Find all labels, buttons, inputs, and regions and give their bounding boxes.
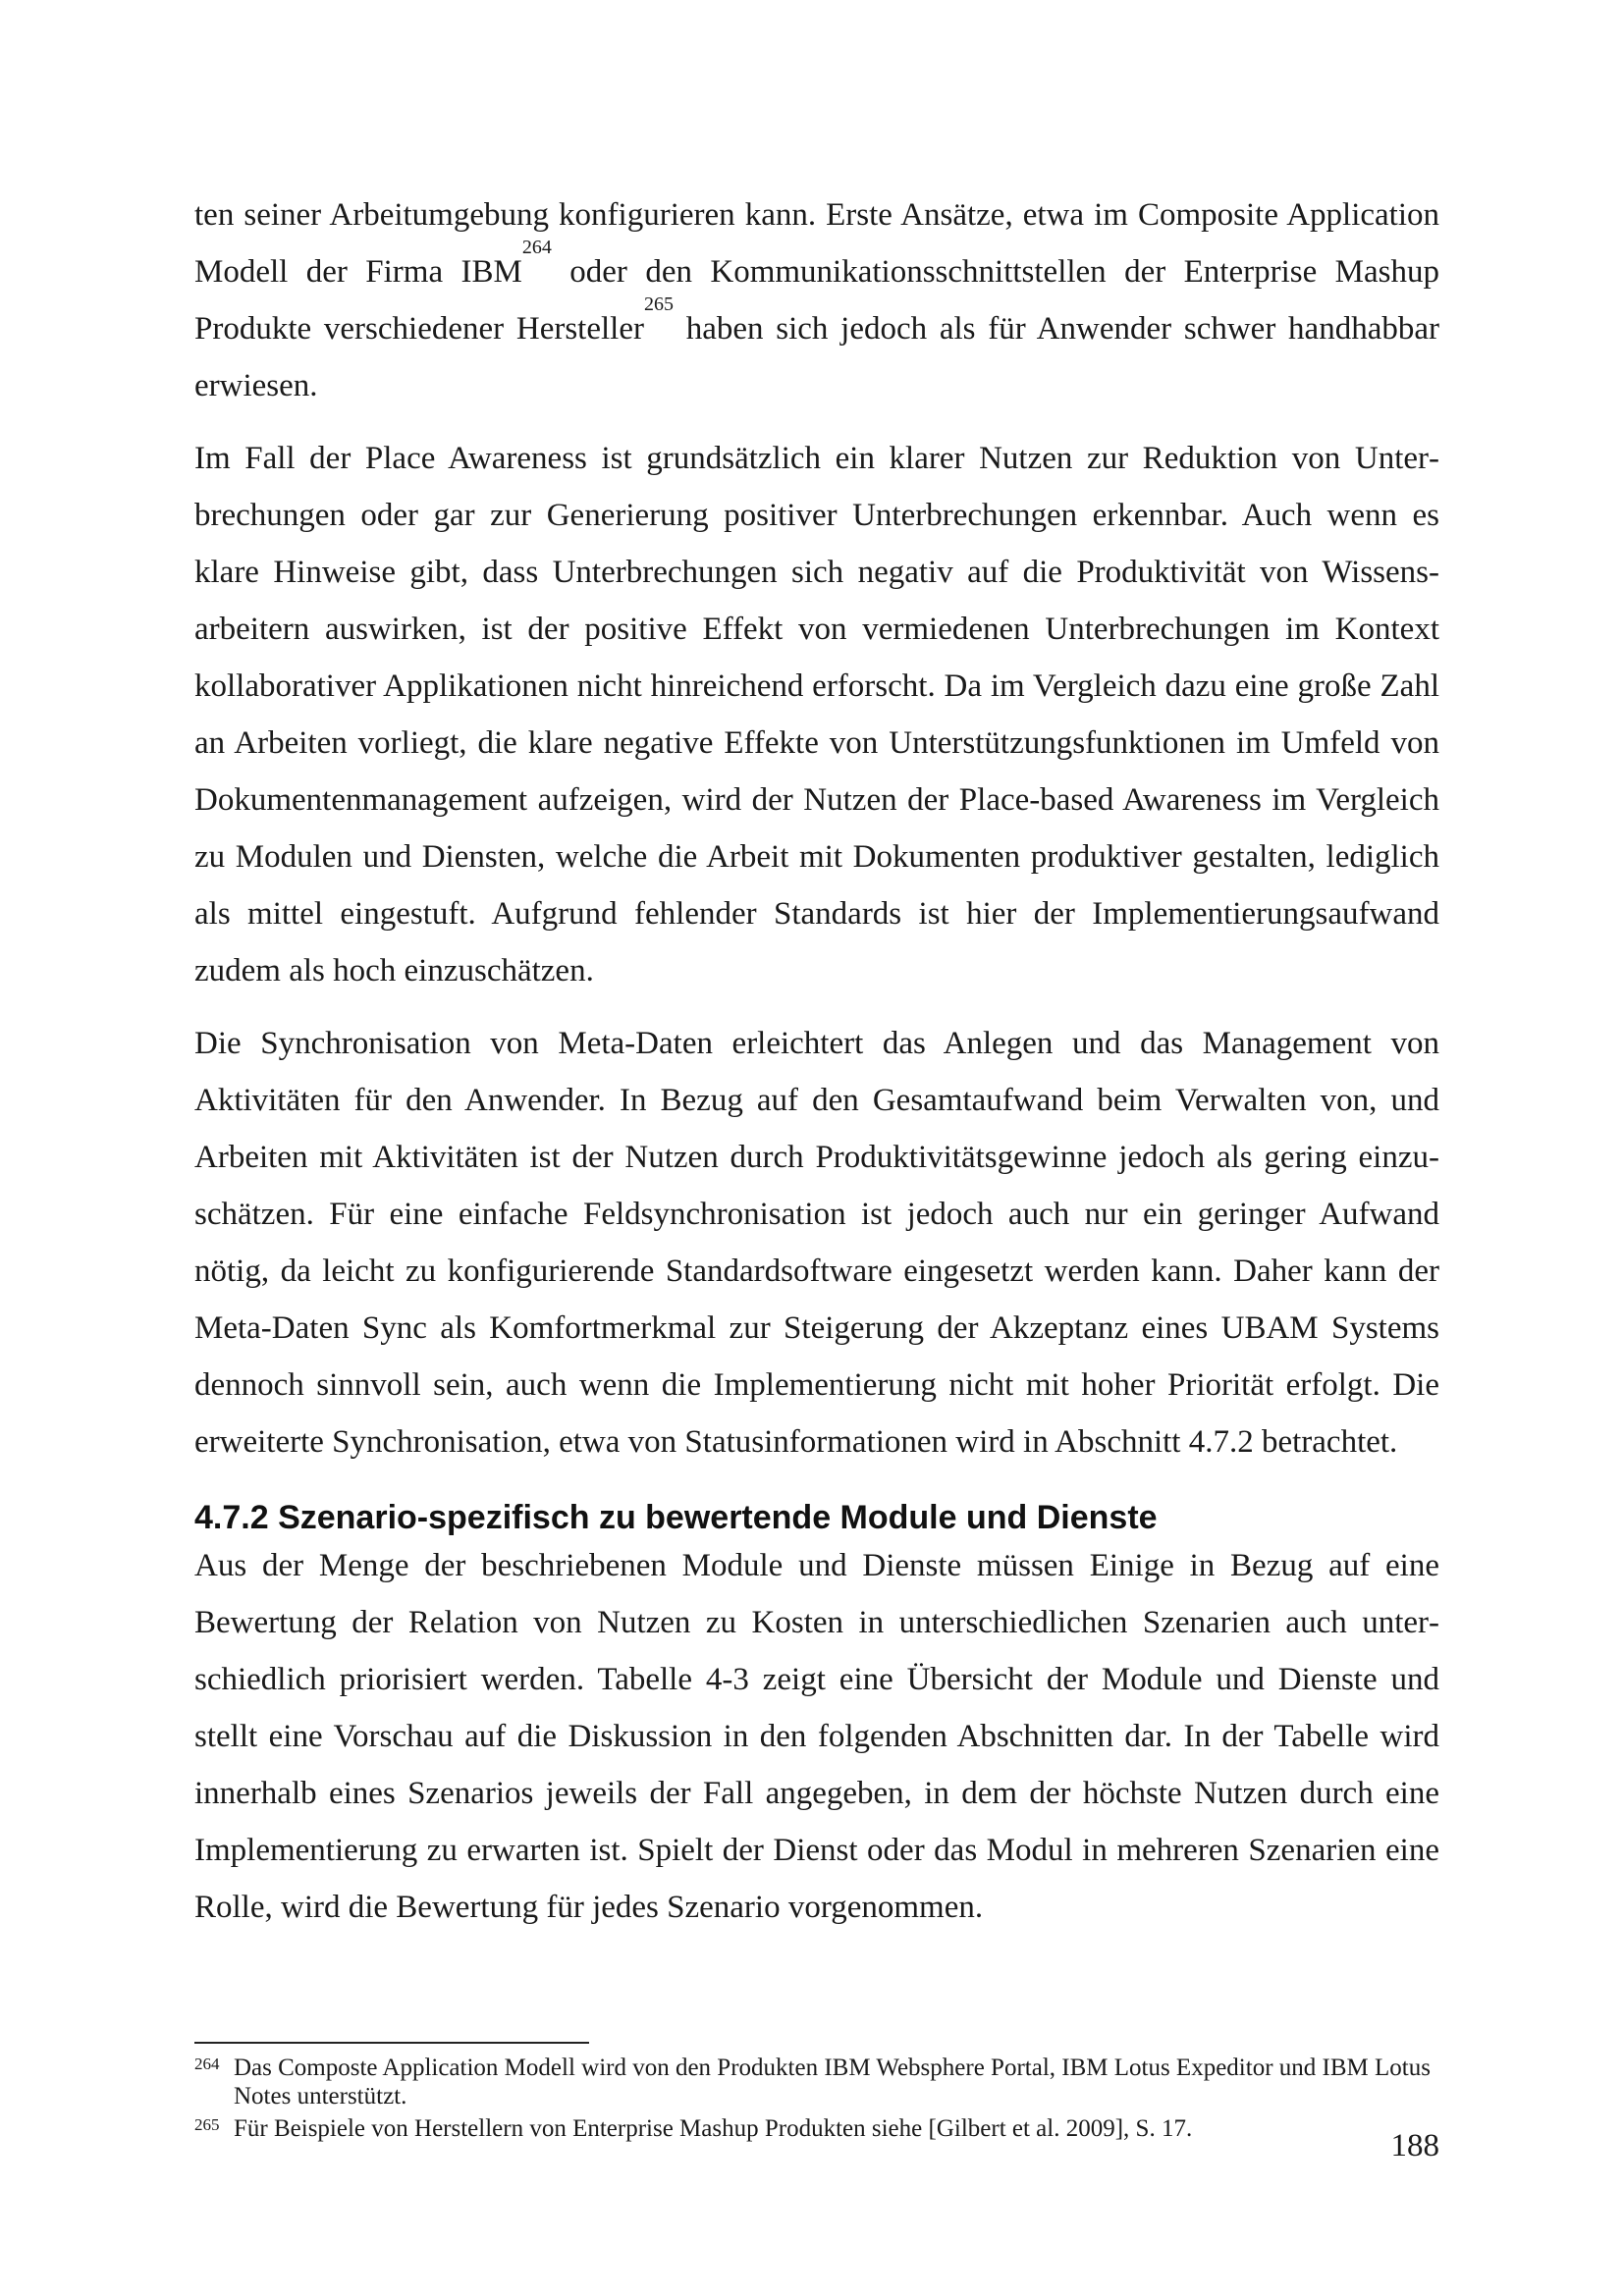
footnote-reference-264[interactable]: 264 <box>521 237 552 258</box>
paragraph-continuation <box>194 187 1439 414</box>
paragraph-text: oder den Kommunikationsschnittstellen der Enterprise Mashup Produkte verschiedener Hersteller <box>194 254 1439 347</box>
footnote-265 <box>194 2114 1439 2143</box>
footnote-reference-265[interactable]: 265 <box>643 294 674 315</box>
footnote-mark: 265 <box>194 2115 220 2134</box>
page-body <box>194 187 1439 1936</box>
footnote-mark: 264 <box>194 2055 220 2073</box>
page-number: 188 <box>1390 2128 1439 2163</box>
section-heading <box>194 1498 1439 1537</box>
footnote-264 <box>194 2054 1439 2110</box>
paragraph-text: haben sich jedoch als für Anwender schwer handhabbar erwiesen. <box>194 311 1439 403</box>
footnotes <box>194 2054 1439 2147</box>
section-number: 4.7.2 <box>194 1499 269 1536</box>
footnote-text: Für Beispiele von Herstellern von Enterprise Mashup Produkten siehe [Gilbert et al. 2009], S. 17. <box>234 2115 1193 2142</box>
paragraph-scenario-modules: Aus der Menge der beschriebenen Module und Dienste müssen Einige in Bezug auf eine Bewertung der Relation von Nutzen zu Kosten in unterschiedlichen Szenarien auch unterschiedlich priorisiert werden. Tabelle 4-3 zeigt eine Übersicht der Module und Dienste und stellt eine Vorschau auf die Diskussion in den folgenden Abschnitten dar. In der Tabelle wird innerhalb eines Szenarios jeweils der Fall angegeben, in dem der höchste Nutzen durch eine Implementierung zu erwarten ist. Spielt der Dienst oder das Modul in mehreren Szenarien eine Rolle, wird die Bewertung für jedes Szenario vorgenommen. <box>194 1548 1439 1925</box>
paragraph-meta-data-sync: Die Synchronisation von Meta-Daten erleichtert das Anlegen und das Management von Aktivitäten für den Anwender. In Bezug auf den Gesamtaufwand beim Verwalten von, und Arbeiten mit Aktivitäten ist der Nutzen durch Produktivitätsgewinne jedoch als gering einzuschätzen. Für eine einfache Feldsynchronisation ist jedoch auch nur ein geringer Aufwand nötig, da leicht zu konfigurierende Standardsoftware eingesetzt werden kann. Daher kann der Meta-Daten Sync als Komfortmerkmal zur Steigerung der Akzeptanz eines UBAM Systems dennoch sinnvoll sein, auch wenn die Implementierung nicht mit hoher Priorität erfolgt. Die erweiterte Synchronisation, etwa von Statusinformationen wird in Abschnitt 4.7.2 betrachtet. <box>194 1026 1439 1460</box>
footnote-divider <box>194 2042 589 2044</box>
footnote-text: Das Composte Application Modell wird von den Produkten IBM Websphere Portal, IBM Lotus Expeditor und IBM Lotus Notes unterstützt. <box>234 2055 1431 2109</box>
paragraph-place-awareness: Im Fall der Place Awareness ist grundsätzlich ein klarer Nutzen zur Reduktion von Unterbrechungen oder gar zur Generierung positiver Unterbrechungen erkennbar. Auch wenn es klare Hinweise gibt, dass Unterbrechungen sich negativ auf die Produktivität von Wissensarbeitern auswirken, ist der positive Effekt von vermiedenen Unterbrechungen im Kontext kollaborativer Applikationen nicht hinreichend erforscht. Da im Vergleich dazu eine große Zahl an Arbeiten vorliegt, die klare negative Effekte von Unterstützungsfunktionen im Umfeld von Dokumentenmanagement aufzeigen, wird der Nutzen der Place-based Awareness im Vergleich zu Modulen und Diensten, welche die Arbeit mit Dokumenten produktiver gestalten, lediglich als mittel eingestuft. Aufgrund fehlender Standards ist hier der Implementierungsaufwand zudem als hoch einzuschätzen. <box>194 441 1439 988</box>
paragraph-text: ten seiner Arbeitumgebung konfigurieren kann. Erste Ansätze, etwa im Composite Application Modell der Firma IBM <box>194 197 1439 290</box>
section-title: Szenario-spezifisch zu bewertende Module und Dienste <box>278 1499 1158 1536</box>
